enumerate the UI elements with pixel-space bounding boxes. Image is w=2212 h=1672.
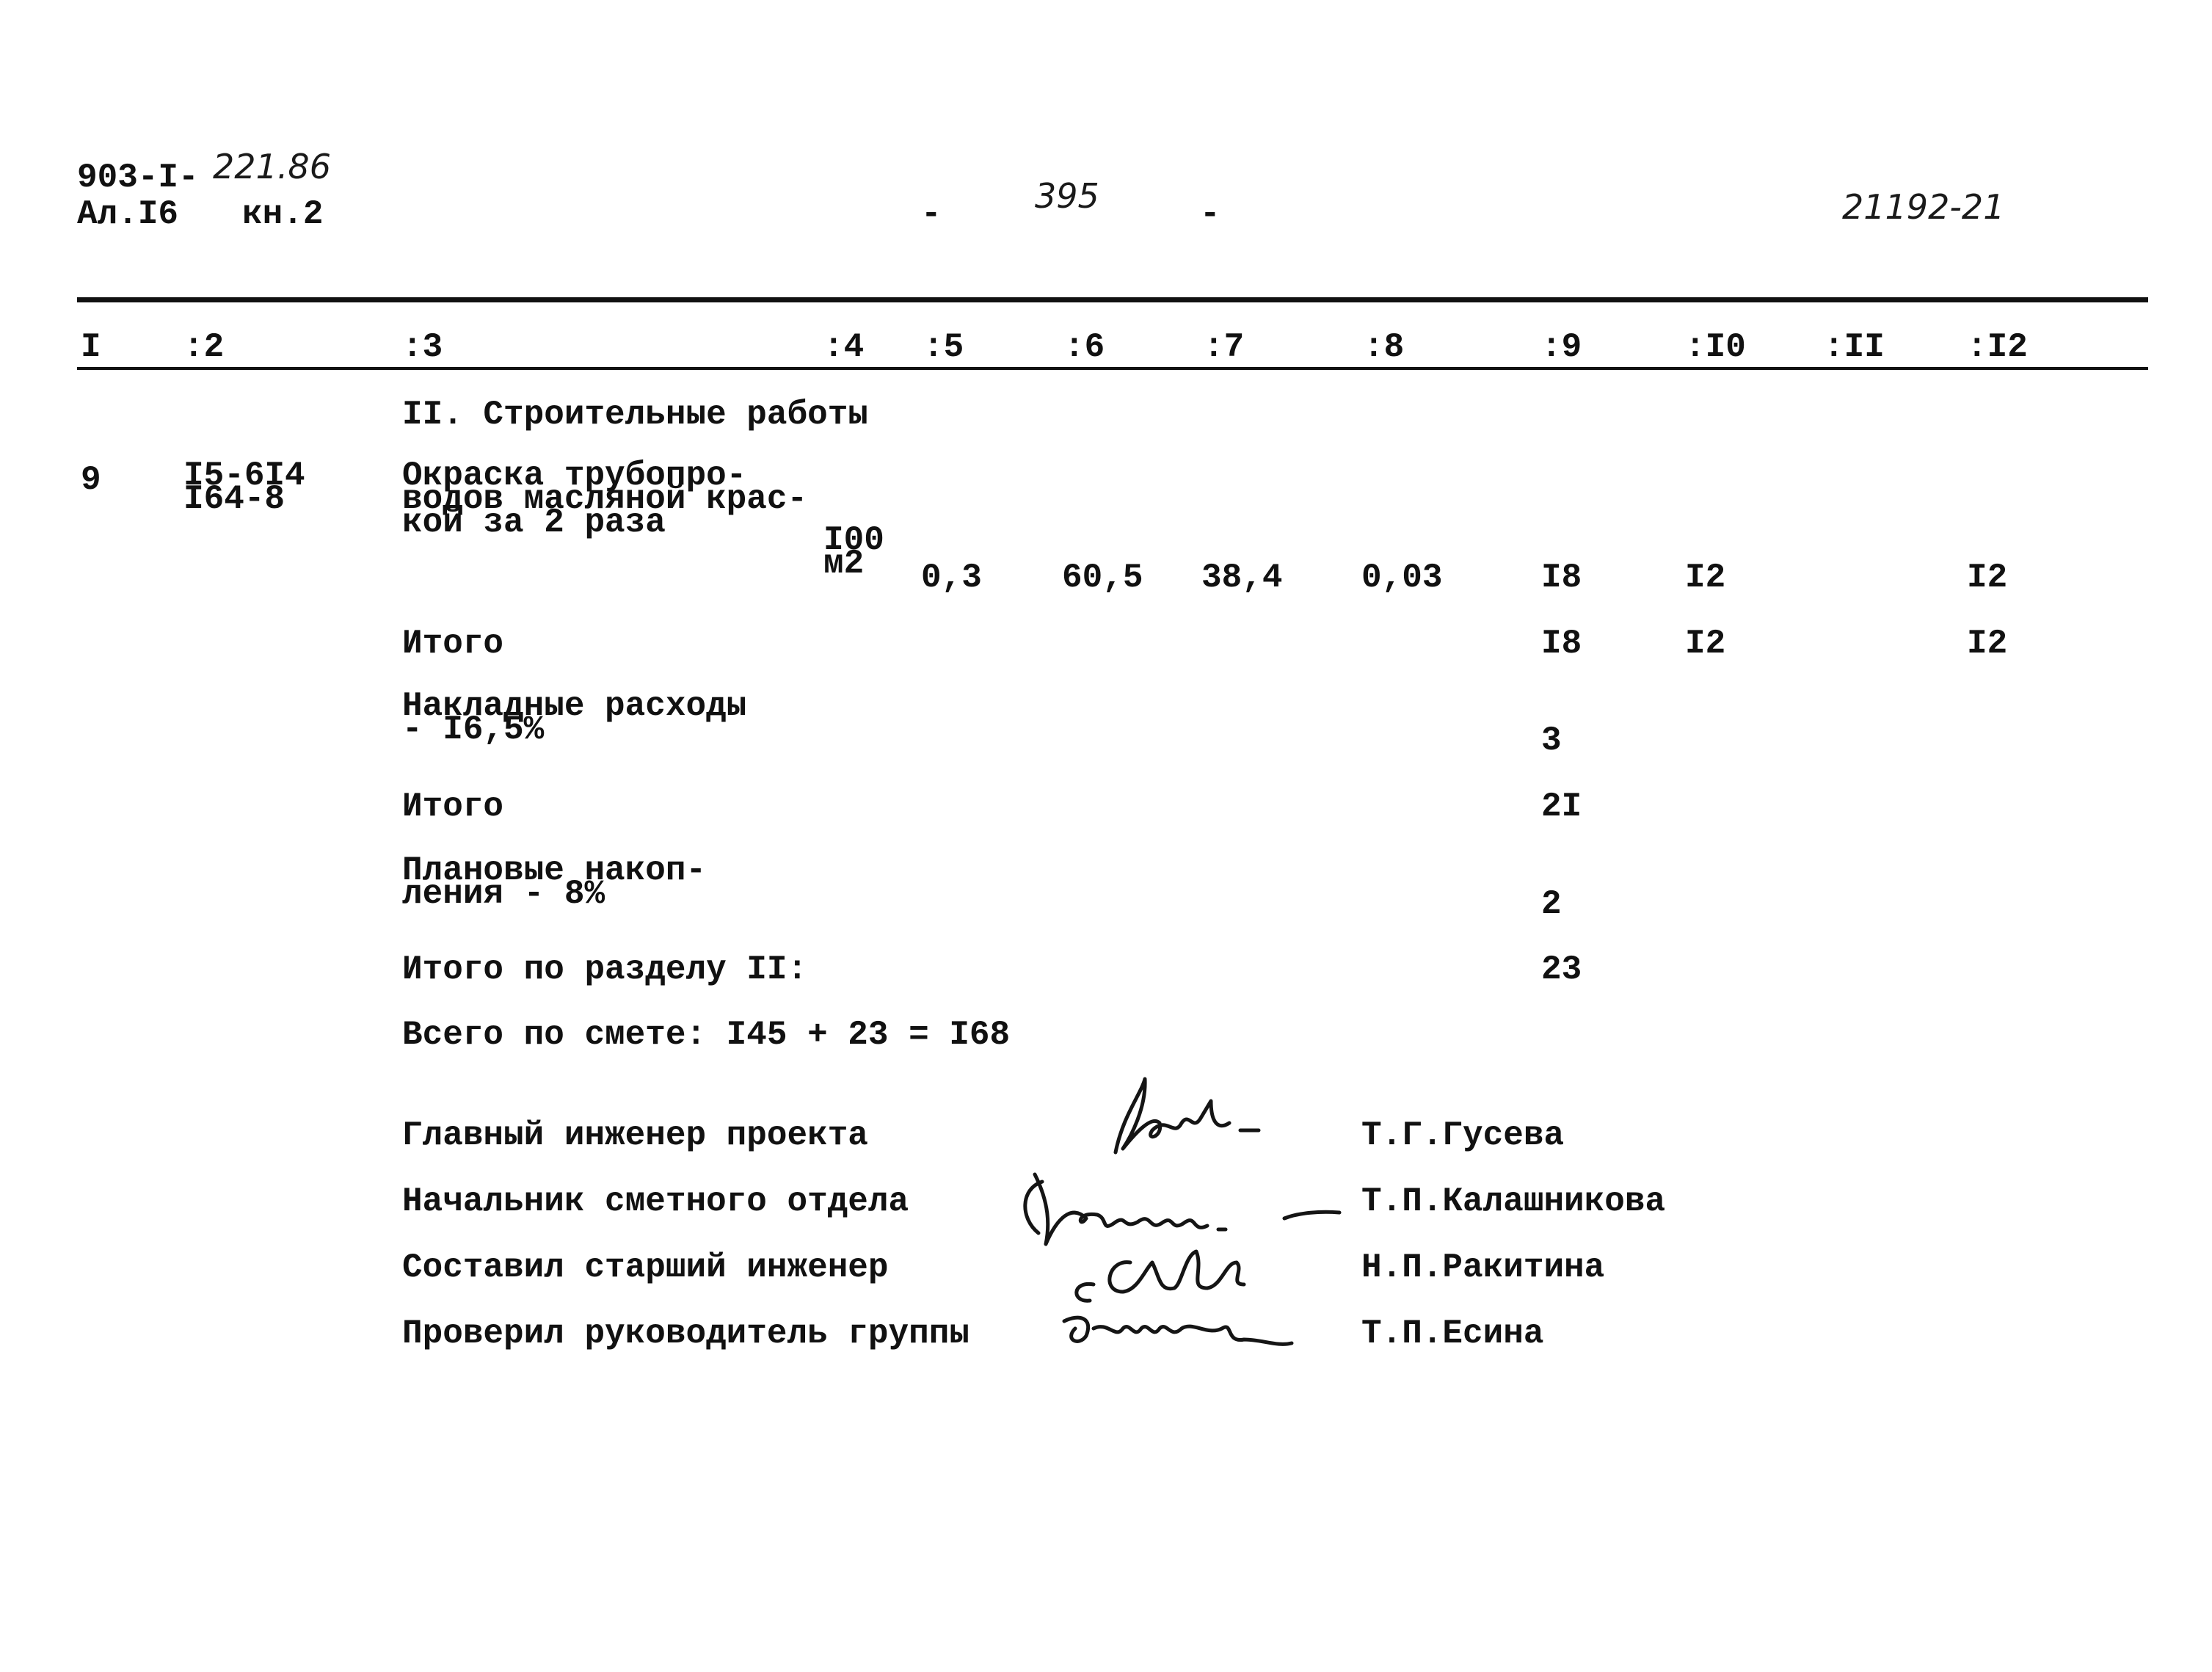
dash-left: - [921, 195, 942, 233]
item-code: I5-6I4 I64-8 [183, 457, 305, 518]
item-col-12: I2 [1967, 559, 2008, 597]
planned-col-9: 2 [1541, 885, 1562, 923]
section-total-label: Итого по разделу II: [402, 951, 808, 989]
item-unit: I00 м2 [823, 521, 884, 583]
col-header-2: :2 [183, 328, 225, 366]
item-col-6: 60,5 [1062, 559, 1143, 597]
signature-role-3: Составил старший инженер [402, 1248, 889, 1287]
sheet-number: Ал.I6 [77, 195, 179, 233]
section-title: II. Строительные работы [402, 396, 868, 434]
total-1-col-12: I2 [1967, 625, 2008, 663]
item-col-7: 38,4 [1201, 559, 1283, 597]
total-1-col-10: I2 [1685, 625, 1726, 663]
col-header-11: :II [1824, 328, 1885, 366]
item-number: 9 [81, 461, 101, 499]
dash-right: - [1200, 195, 1220, 233]
handwritten-signature-1 [1101, 1072, 1277, 1167]
overhead-label: Накладные расходы - I6,5% [402, 687, 747, 749]
table-header-rule [77, 367, 2148, 370]
item-name: Окраска трубопро- водов масляной крас- кой за 2 раза [402, 457, 808, 542]
total-2-col-9: 2I [1541, 788, 1582, 826]
col-header-10: :I0 [1685, 328, 1746, 366]
signature-role-2: Начальник сметного отдела [402, 1182, 909, 1221]
signature-role-1: Главный инженер проекта [402, 1116, 868, 1155]
page-number: 395 [1035, 176, 1099, 216]
planned-label: Плановые накоп- ления - 8% [402, 851, 707, 913]
col-header-5: :5 [923, 328, 964, 366]
book-number: кн.2 [242, 195, 324, 233]
col-header-6: :6 [1064, 328, 1105, 366]
item-col-9: I8 [1541, 559, 1582, 597]
signature-role-4: Проверил руководитель группы [402, 1315, 969, 1353]
section-total-col-9: 23 [1541, 951, 1582, 989]
signature-name-3: Н.П.Ракитина [1361, 1248, 1605, 1287]
doc-code: 903-I- [77, 159, 199, 197]
col-header-4: :4 [823, 328, 865, 366]
table-top-rule [77, 297, 2148, 302]
item-col-10: I2 [1685, 559, 1726, 597]
col-header-7: :7 [1204, 328, 1245, 366]
grand-total: Всего по смете: I45 + 23 = I68 [402, 1016, 1011, 1054]
inventory-number: 21192-21 [1842, 187, 2005, 227]
col-header-8: :8 [1364, 328, 1405, 366]
col-header-3: :3 [402, 328, 443, 366]
total-1-label: Итого [402, 625, 504, 663]
item-quantity: 0,3 [921, 559, 982, 597]
signature-name-4: Т.П.Есина [1361, 1315, 1544, 1353]
total-1-col-9: I8 [1541, 625, 1582, 663]
overhead-col-9: 3 [1541, 721, 1562, 760]
signature-name-2: Т.П.Калашникова [1361, 1182, 1666, 1221]
col-header-12: :I2 [1967, 328, 2028, 366]
col-header-9: :9 [1541, 328, 1582, 366]
doc-code-handwritten: 221.86 [213, 147, 331, 186]
item-col-8: 0,03 [1361, 559, 1443, 597]
handwritten-signature-3-4 [1049, 1218, 1314, 1365]
signature-name-1: Т.Г.Гусева [1361, 1116, 1565, 1155]
total-2-label: Итого [402, 788, 504, 826]
col-header-1: I [81, 328, 101, 366]
